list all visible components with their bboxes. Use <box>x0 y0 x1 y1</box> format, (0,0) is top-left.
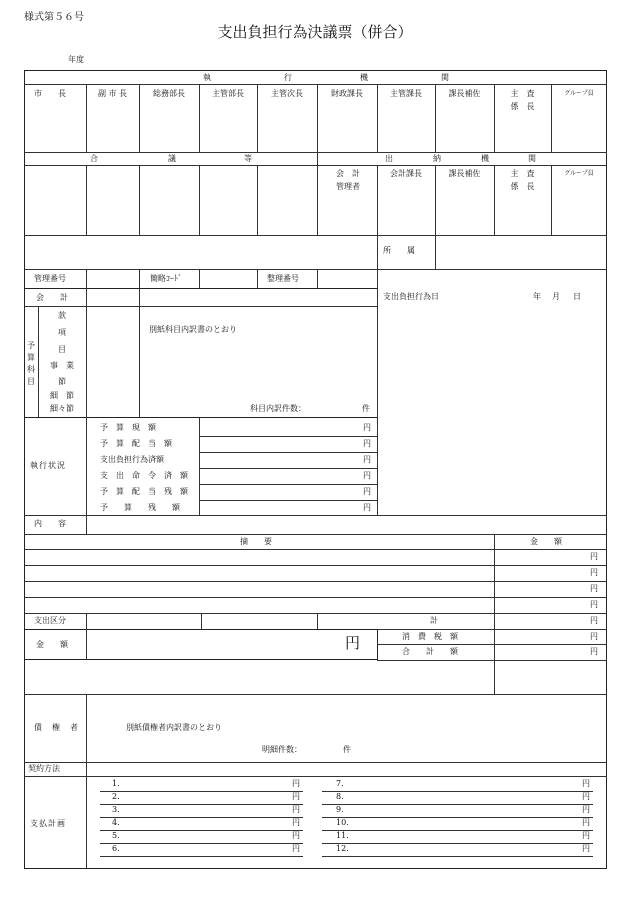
contract-method-label: 契約方法 <box>28 764 60 773</box>
creditor-note: 別紙債権者内訳書のとおり <box>126 723 222 732</box>
contract-method-field[interactable] <box>87 763 605 775</box>
subject-count-label: 科目内訳件数： <box>250 404 306 413</box>
summary-header: 摘 要 <box>240 537 272 546</box>
fiscal-year-label: 年度 <box>68 55 84 64</box>
short-code-field[interactable] <box>200 270 256 287</box>
approver-finance-chief[interactable]: 財政課長 <box>331 89 363 98</box>
approver-deputy-dept-head[interactable]: 主管次長 <box>271 89 303 98</box>
affiliation-field[interactable] <box>436 236 606 268</box>
summary-lines[interactable] <box>25 550 493 613</box>
affiliation-label: 所 属 <box>383 246 415 255</box>
subtotal-label: 計 <box>430 616 438 625</box>
subject-count-field[interactable] <box>318 403 358 415</box>
approver-mayor[interactable]: 市 長 <box>34 89 66 98</box>
payment-category-field[interactable] <box>87 614 200 628</box>
tax-label: 消 費 税 額 <box>402 632 458 641</box>
act-date-label: 支出負担行為日 <box>383 292 439 301</box>
amount-yen: 円 <box>345 634 361 652</box>
ledger-number-field[interactable] <box>318 270 376 287</box>
payment-plan-right[interactable]: 7. 8. 9. 10. 11. 12. 円 円 円 円 円 円 <box>322 780 593 860</box>
amount-label: 金 額 <box>36 640 68 649</box>
approver-deputy-mayor[interactable]: 副 市 長 <box>97 89 128 98</box>
content-label: 内 容 <box>34 519 66 528</box>
payout-accounting-chief[interactable]: 会計課長 <box>390 169 422 178</box>
approver-dept-head[interactable]: 主管部長 <box>212 89 244 98</box>
execution-status-label: 執行状況 <box>30 461 66 470</box>
detail-count-label: 明細件数： <box>262 745 302 754</box>
payment-plan-left[interactable]: 1. 2. 3. 4. 5. 6. 円 円 円 円 円 円 <box>100 780 303 860</box>
short-code-label: 簡略ｺｰﾄﾞ <box>150 274 182 283</box>
management-number-label: 管理番号 <box>34 274 66 283</box>
form-title: 支出負担行為決議票（併合） <box>217 23 413 41</box>
account-label: 会 計 <box>36 293 68 302</box>
ledger-number-label: 整理番号 <box>267 274 299 283</box>
approver-section-chief[interactable]: 主管課長 <box>390 89 422 98</box>
amount-header: 金 額 <box>530 537 562 546</box>
budget-block <box>24 288 378 418</box>
budget-note: 別紙科目内訳書のとおり <box>149 325 237 334</box>
creditor-label: 債 権 者 <box>34 723 79 732</box>
grand-total-label: 合 計 額 <box>402 647 458 656</box>
management-number-field[interactable] <box>87 270 138 287</box>
payout-chief-staff[interactable]: 主 査 <box>510 169 535 178</box>
form-number: 様式第５６号 <box>24 12 84 23</box>
payment-category-label: 支出区分 <box>34 616 66 625</box>
payout-group-member[interactable]: グループ員 <box>564 170 594 177</box>
approver-group-member[interactable]: グループ員 <box>564 90 594 97</box>
payout-accountant[interactable]: 会 計 <box>336 169 360 178</box>
account-field[interactable] <box>140 289 376 305</box>
approver-subsection-chief[interactable]: 係 長 <box>510 102 535 111</box>
approver-assistant-chief[interactable]: 課長補佐 <box>448 89 481 98</box>
detail-count-field[interactable] <box>310 744 340 756</box>
payment-plan-label: 支払計画 <box>30 819 66 828</box>
amount-field[interactable] <box>88 631 338 658</box>
content-field[interactable] <box>87 516 605 533</box>
approver-general-affairs[interactable]: 総務部長 <box>153 89 185 98</box>
payout-assistant-chief[interactable]: 課長補佐 <box>448 169 481 178</box>
approver-chief-staff[interactable]: 主 査 <box>510 89 535 98</box>
